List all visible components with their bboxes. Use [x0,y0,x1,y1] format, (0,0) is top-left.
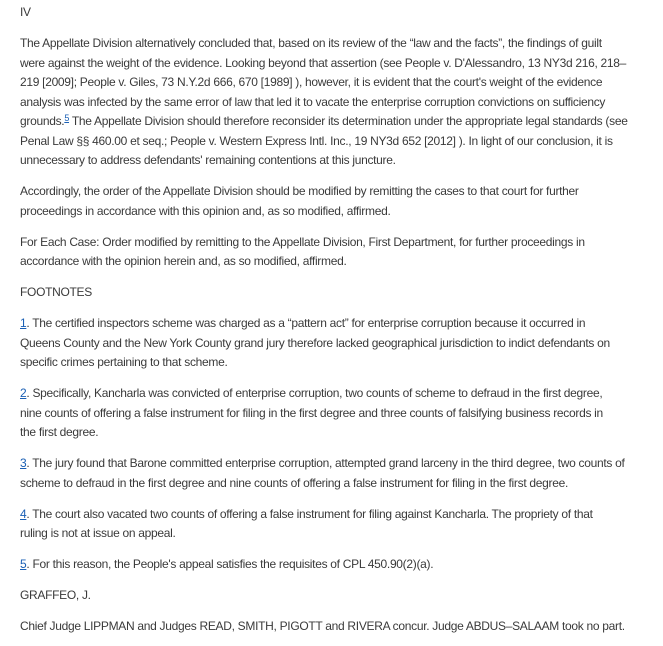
text-line: unnecessary to address defendants' remaining contentions at this juncture. [20,153,396,167]
text-line: specific crimes pertaining to that scheme. [20,355,228,369]
paragraph-weight-of-evidence [20,34,663,171]
text-line [20,314,663,334]
text-line: nine counts of offering a false instrument for filing in the first degree and three counts of falsifying business records in [20,405,603,420]
text-line: ruling is not at issue on appeal. [20,526,176,540]
concurrence-statement: Chief Judge LIPPMAN and Judges READ, SMITH, PIGOTT and RIVERA concur. Judge ABDUS–SALAAM took no part. [20,619,625,633]
footnote-2-link[interactable]: 2 [20,386,27,400]
text-fragment: . The court also vacated two counts of offering a false instrument for filing against Kancharla. The propriety of that [26,506,593,521]
text-fragment: grounds. [20,114,65,128]
footnote-4 [20,505,663,544]
text-fragment: The Appellate Division should therefore reconsider its determination under the appropriate legal standards (see [69,114,628,128]
text-fragment: . The jury found that Barone committed enterprise corruption, attempted grand larceny in the third degree, two counts of [26,456,625,470]
text-fragment: . Specifically, Kancharla was convicted of enterprise corruption, two counts of scheme to defraud in the first degree, [26,386,603,400]
text-line: Accordingly, the order of the Appellate Division should be modified by remitting the cases to that court for further [20,184,579,198]
text-line [20,505,663,525]
footnote-4-link[interactable]: 4 [20,506,27,521]
text-line [20,112,663,132]
paragraph-disposition [20,182,663,221]
section-heading: IV [20,5,31,19]
text-line: analysis was infected by the same error of law that led it to vacate the enterprise corruption convictions on sufficiency [20,94,606,109]
text-line: Queens County and the New York County grand jury therefore lacked geographical jurisdiction to indict defendants on [20,335,610,350]
text-line [20,555,663,575]
text-line: accordance with the opinion herein and, as so modified, affirmed. [20,254,347,268]
text-line: For Each Case: Order modified by remitting to the Appellate Division, First Department, for further proceedings in [20,234,585,249]
footnote-5 [20,555,663,575]
text-line: The Appellate Division alternatively concluded that, based on its review of the “law and the facts”, the findings of guilt [20,36,602,50]
text-line: were against the weight of the evidence. Looking beyond that assertion (see People v. D'Alessandro, 13 NY3d 216, 218– [20,55,627,70]
text-line: proceedings in accordance with this opinion and, as so modified, affirmed. [20,203,391,218]
text-line: Penal Law §§ 460.00 et seq.; People v. Western Express Intl. Inc., 19 NY3d 652 [2012] ). In light of our conclusion, it is [20,133,613,148]
text-line [20,454,663,474]
opinion-author: GRAFFEO, J. [20,588,91,602]
footnote-3-link[interactable]: 3 [20,456,27,470]
text-fragment: . The certified inspectors scheme was charged as a “pattern act” for enterprise corruption because it occurred in [26,316,586,330]
text-line: 219 [2009]; People v. Giles, 73 N.Y.2d 666, 670 [1989] ), however, it is evident that the court's weight of the evidence [20,75,603,89]
footnote-1 [20,314,663,373]
text-line: scheme to defraud in the first degree and nine counts of offering a false instrument for filing in the first degree. [20,475,568,490]
text-fragment: . For this reason, the People's appeal satisfies the requisites of CPL 450.90(2)(a). [26,557,434,571]
footnote-1-link[interactable]: 1 [20,316,27,330]
footnote-2 [20,384,663,443]
footnote-ref-5-link[interactable]: 5 [64,113,70,123]
text-line [20,384,663,404]
footnotes-heading: FOOTNOTES [20,285,92,299]
text-line: the first degree. [20,425,99,439]
paragraph-order [20,233,663,272]
footnote-5-link[interactable]: 5 [20,557,27,571]
footnote-3 [20,454,663,493]
